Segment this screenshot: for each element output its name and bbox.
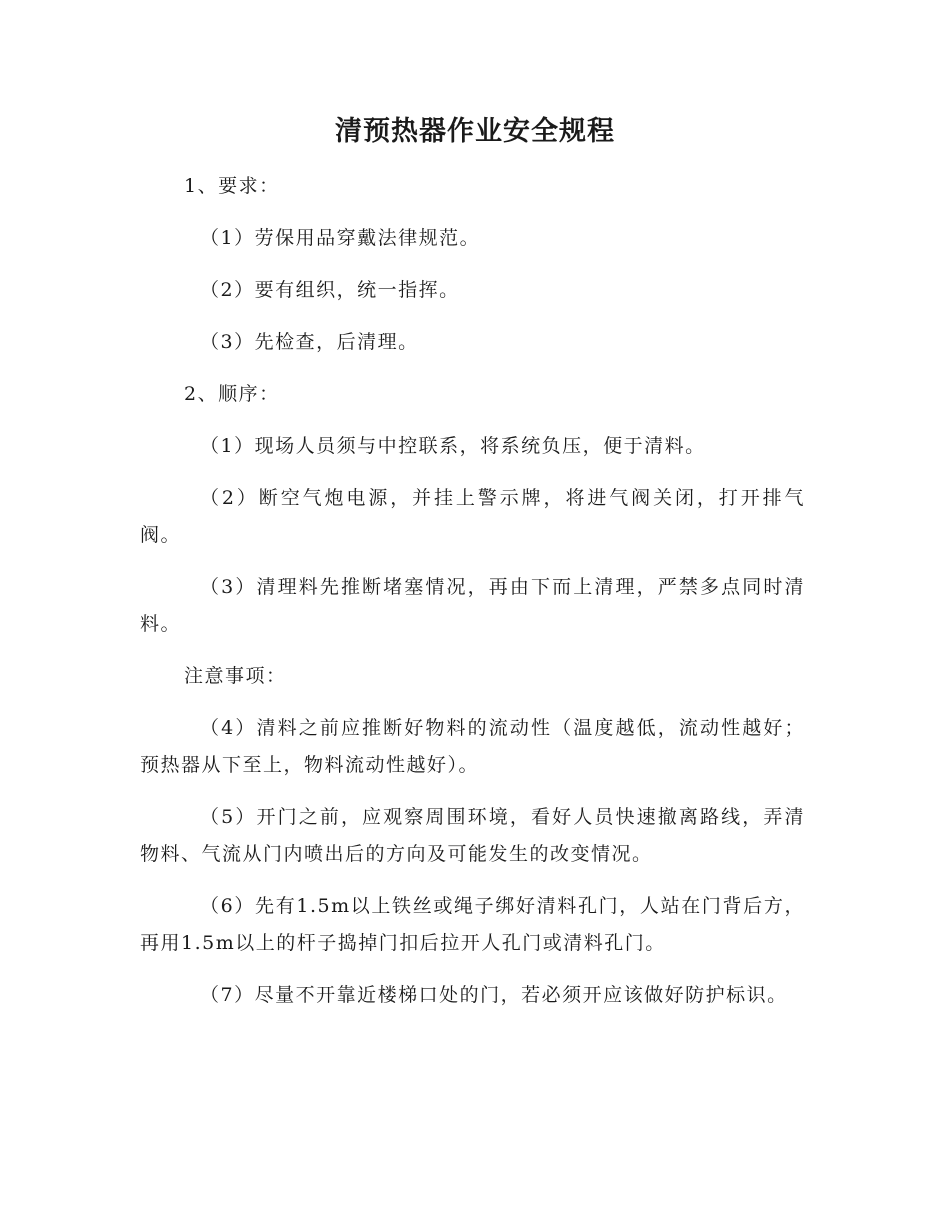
section-heading-order: 2、顺序： xyxy=(184,383,280,405)
section-heading-notes: 注意事项： xyxy=(184,665,287,687)
paragraph: （3）先检查，后清理。 xyxy=(200,331,419,353)
paragraph: （5）开门之前，应观察周围环境，看好人员快速撤离路线，弄清物料、气流从门内喷出后的方向及可能发生的改变情况。 xyxy=(140,806,805,865)
paragraph: （4）清料之前应推断好物料的流动性（温度越低，流动性越好；预热器从下至上，物料流动性越好）。 xyxy=(140,717,805,776)
paragraph: （3）清理料先推断堵塞情况，再由下而上清理，严禁多点同时清料。 xyxy=(140,576,805,635)
paragraph: （1）劳保用品穿戴法律规范。 xyxy=(200,227,481,249)
page-title: 清预热器作业安全规程 xyxy=(335,116,615,147)
paragraph: （7）尽量不开靠近楼梯口处的门，若必须开应该做好防护标识。 xyxy=(200,984,788,1006)
paragraph: （1）现场人员须与中控联系，将系统负压，便于清料。 xyxy=(200,435,706,457)
paragraph: （2）断空气炮电源，并挂上警示牌，将进气阀关闭，打开排气阀。 xyxy=(140,487,805,546)
paragraph: （6）先有1.5m以上铁丝或绳子绑好清料孔门，人站在门背后方，再用1.5m以上的杆子捣掉门扣后拉开人孔门或清料孔门。 xyxy=(140,895,805,954)
document-body xyxy=(140,168,805,1014)
section-heading-requirements: 1、要求： xyxy=(184,175,280,197)
paragraph: （2）要有组织，统一指挥。 xyxy=(200,279,460,301)
